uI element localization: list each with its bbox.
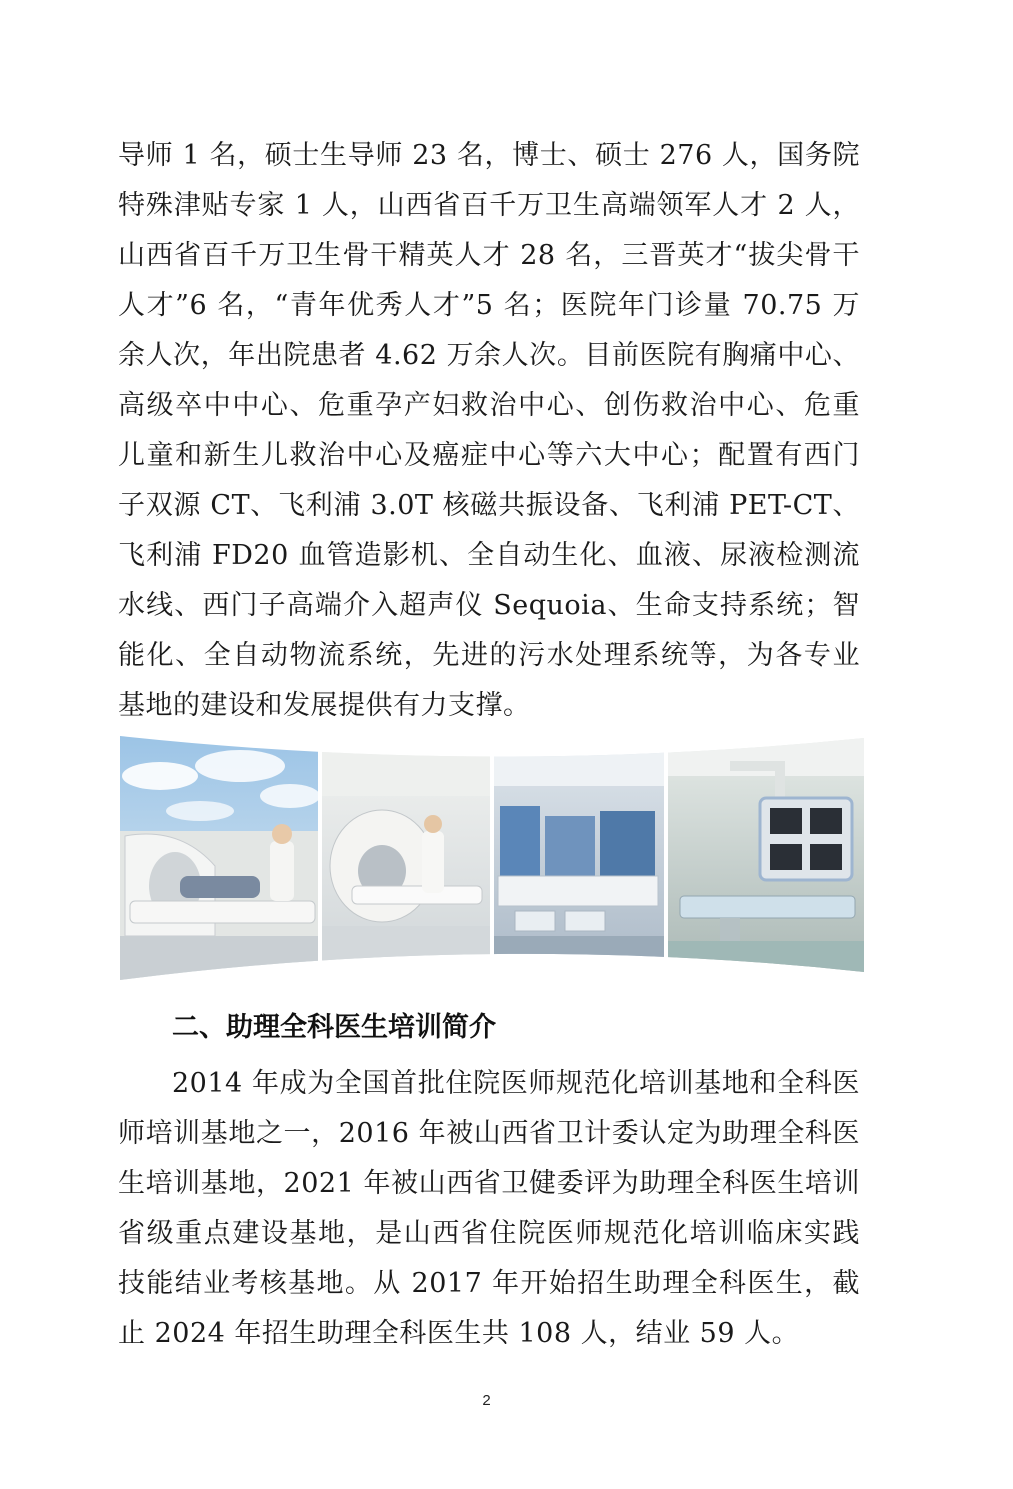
angiography-room-photo <box>668 736 864 980</box>
mri-scanner-photo <box>322 736 490 980</box>
section-heading: 二、助理全科医生培训简介 <box>172 1012 496 1043</box>
body-paragraph-1: 导师 1 名，硕士生导师 23 名，博士、硕士 276 人，国务院特殊津贴专家 1 人，山西省百千万卫生高端领军人才 2 人，山西省百千万卫生骨干精英人才 28 名，三晋英才“拔尖骨干人才”6 名，“青年优秀人才”5 名；医院年门诊量 70.75 万余人次，年出院患者 4.62 万余人次。目前医院有胸痛中心、高级卒中中心、危重孕产妇救治中心、创伤救治中心、危重儿童和新生儿救治中心及癌症中心等六大中心；配置有西门子双源 CT、飞利浦 3.0T 核磁共振设备、飞利浦 PET-CT、飞利浦 FD20 血管造影机、全自动生化、血液、尿液检测流水线、西门子高端介入超声仪 Sequoia、生命支持系统；智能化、全自动物流系统，先进的污水处理系统等，为各专业基地的建设和发展提供有力支撑。 <box>118 140 860 721</box>
page-number: 2 <box>482 1392 491 1409</box>
ct-scanner-photo <box>120 736 320 980</box>
lab-analyzer-photo <box>494 736 664 980</box>
body-paragraph-2: 2014 年成为全国首批住院医师规范化培训基地和全科医师培训基地之一，2016 年被山西省卫计委认定为助理全科医生培训基地，2021 年被山西省卫健委评为助理全科医生培训省级重点建设基地，是山西省住院医师规范化培训临床实践技能结业考核基地。从 2017 年开始招生助理全科医生，截止 2024 年招生助理全科医生共 108 人，结业 59 人。 <box>118 1068 860 1349</box>
hospital-equipment-photo-strip <box>120 736 864 980</box>
